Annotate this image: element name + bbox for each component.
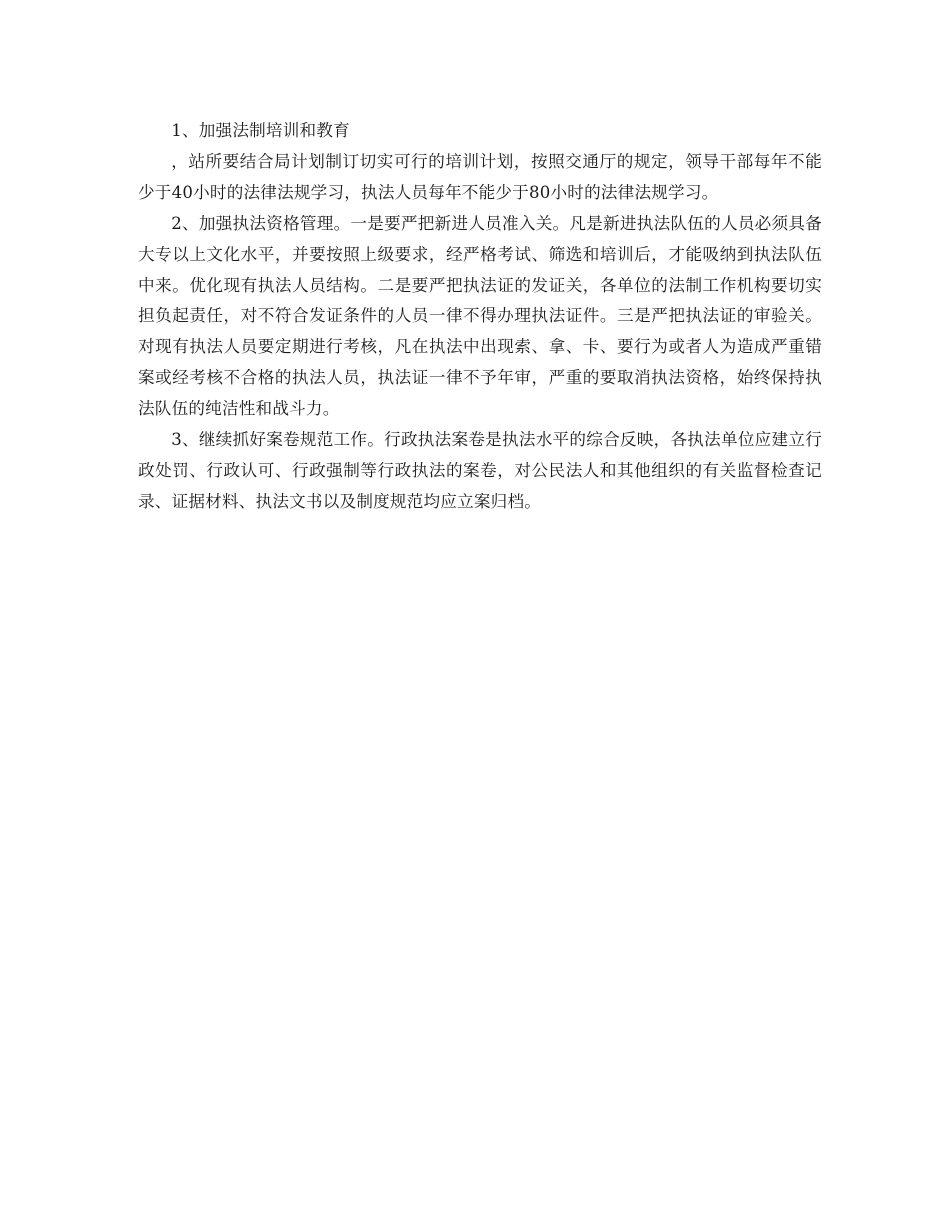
paragraph-training-heading: 1、加强法制培训和教育 xyxy=(171,121,350,140)
paragraph-qualification-management: 2、加强执法资格管理。一是要严把新进人员准入关。凡是新进执法队伍的人员必须具备大专以上文化水平，并要按照上级要求，经严格考试、筛选和培训后，才能吸纳到执法队伍中来。优化现有执法人员结构。二是要严把执法证的发证关，各单位的法制工作机构要切实担负起责任，对不符合发证条件的人员一律不得办理执法证件。三是严把执法证的审验关。对现有执法人员要定期进行考核，凡在执法中出现索、拿、卡、要行为或者人为造成严重错案或经考核不合格的执法人员，执法证一律不予年审，严重的要取消执法资格，始终保持执法队伍的纯洁性和战斗力。 xyxy=(138,213,822,419)
document-body xyxy=(138,116,822,518)
paragraph-case-file-standards: 3、继续抓好案卷规范工作。行政执法案卷是执法水平的综合反映，各执法单位应建立行政处罚、行政认可、行政强制等行政执法的案卷，对公民法人和其他组织的有关监督检查记录、证据材料、执法文书以及制度规范均应立案归档。 xyxy=(138,430,822,511)
paragraph-training-plan: ，站所要结合局计划制订切实可行的培训计划，按照交通厅的规定，领导干部每年不能少于40小时的法律法规学习，执法人员每年不能少于80小时的法律法规学习。 xyxy=(138,151,822,202)
